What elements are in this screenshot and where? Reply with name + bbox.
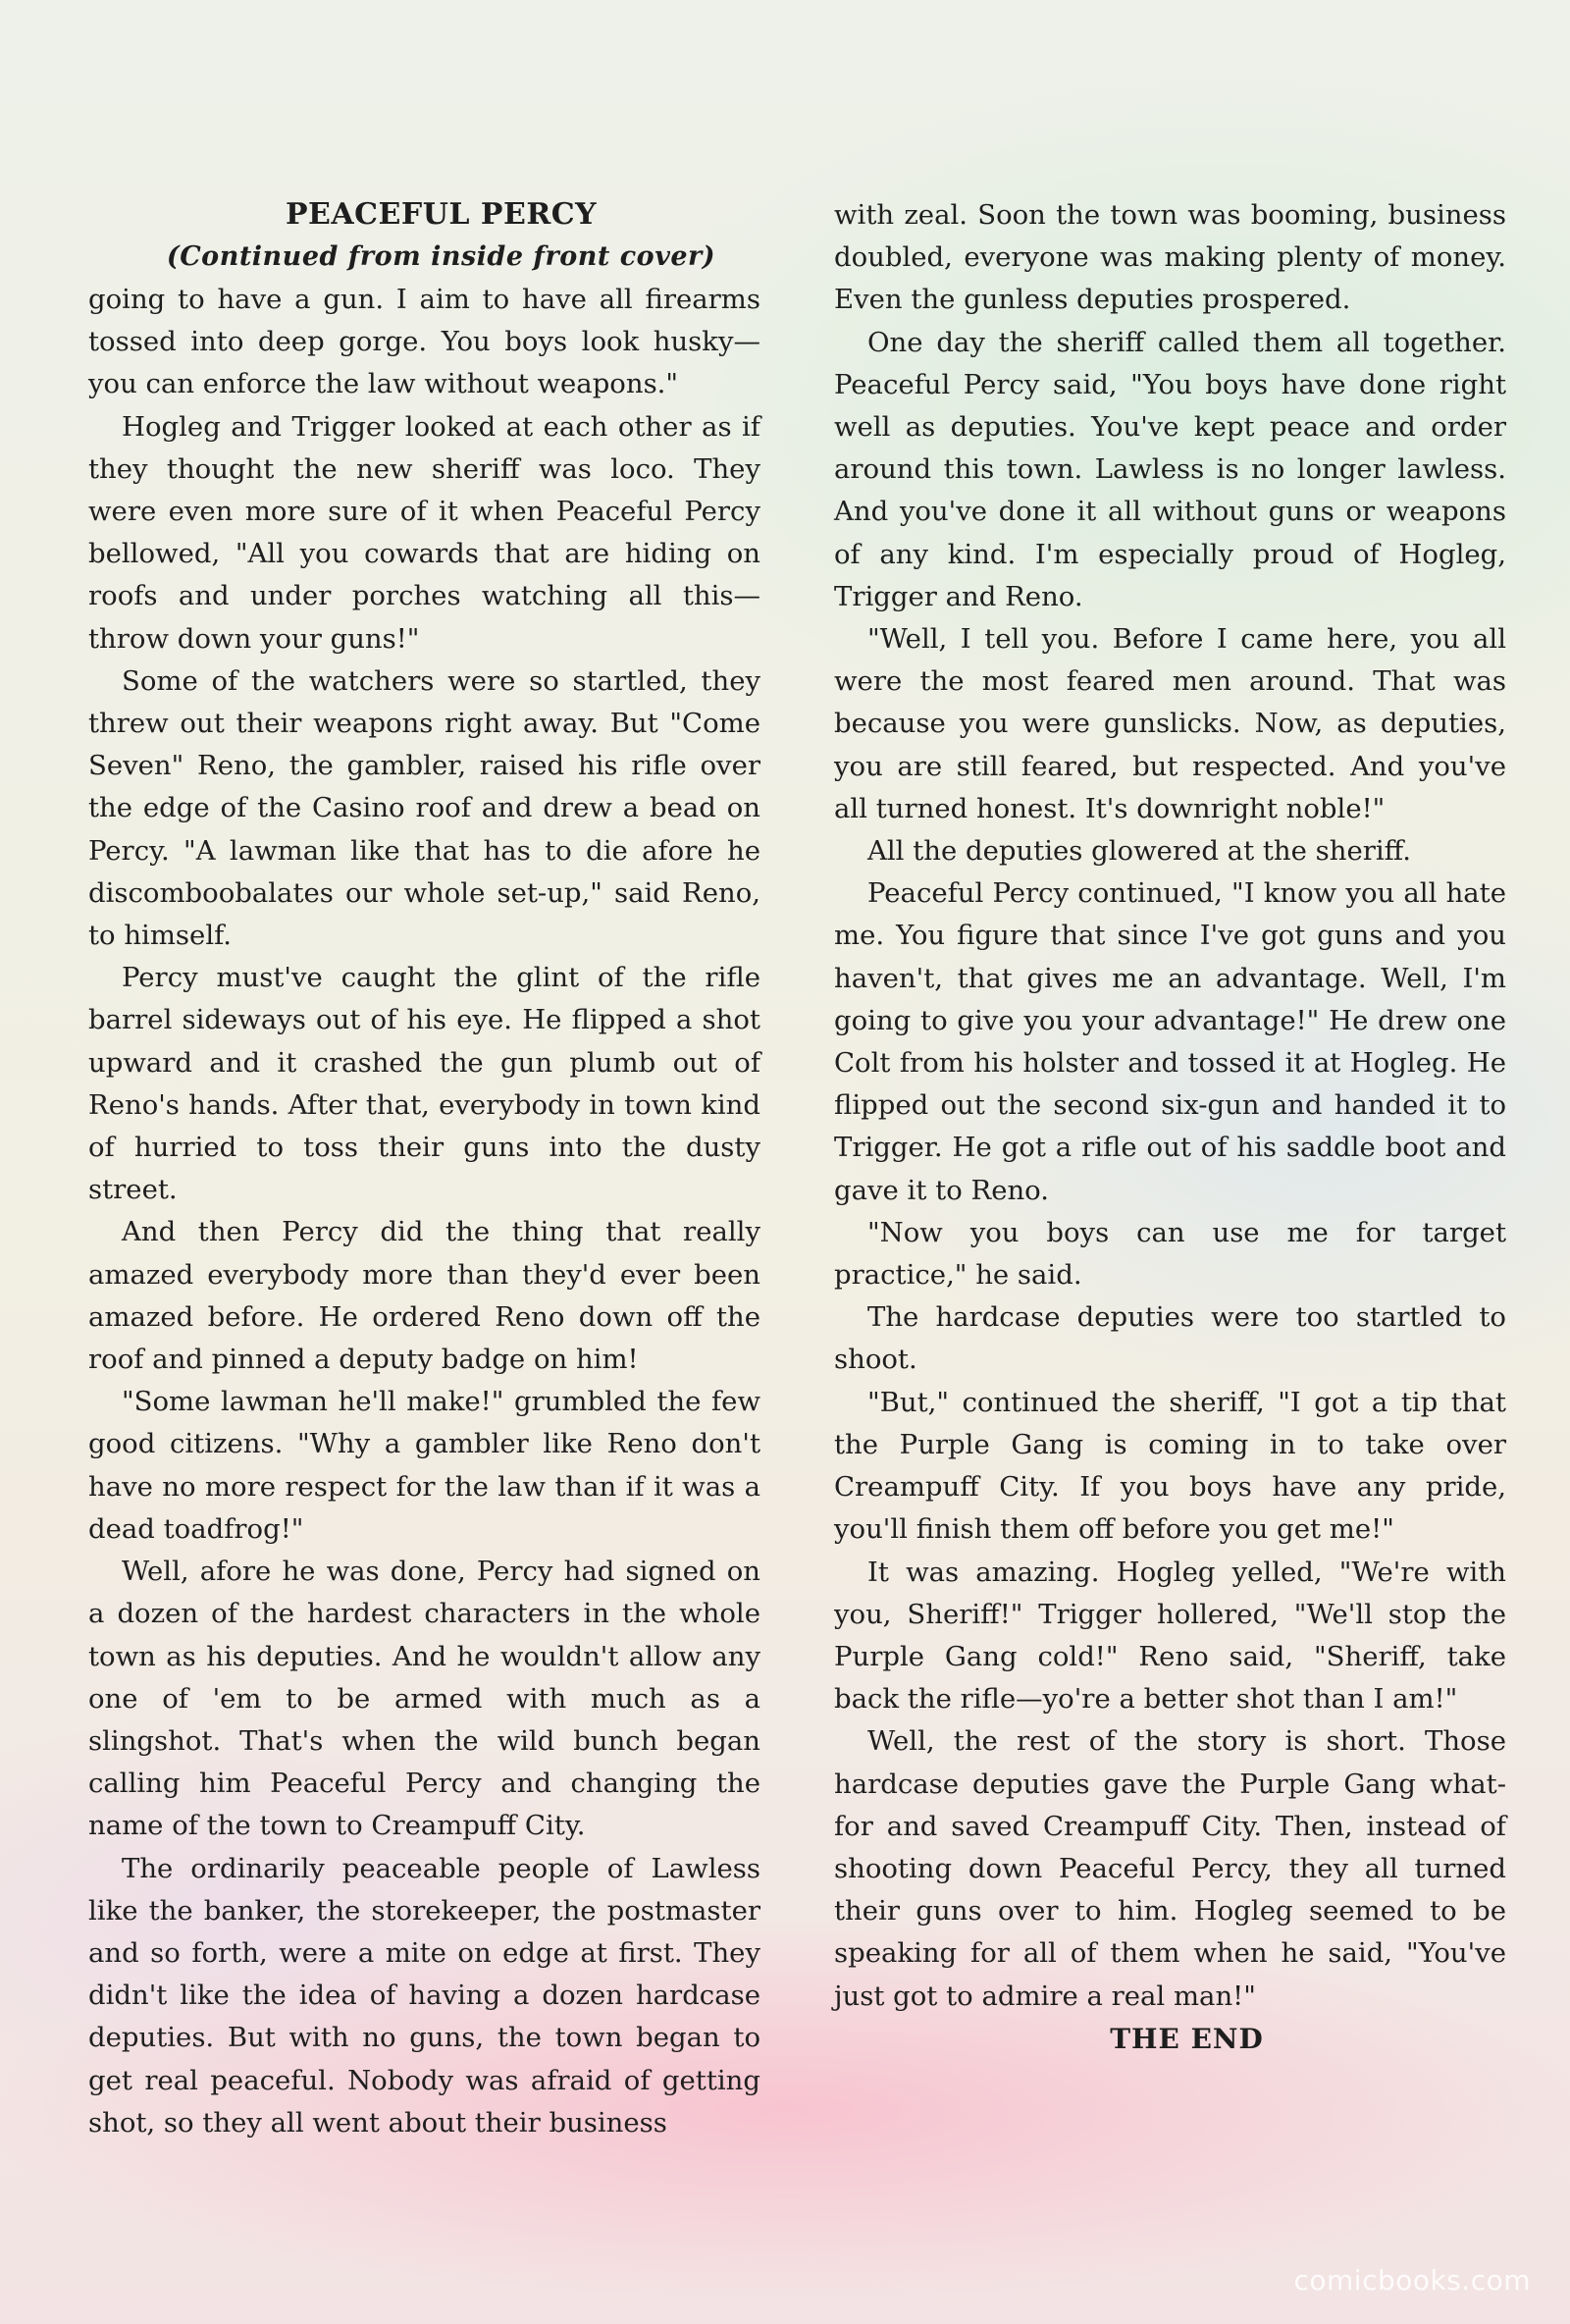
paragraph: "Some lawman he'll make!" grumbled the few good citizens. "Why a gambler like Reno don't have no more respect for the law than if it was a dead toadfrog!" xyxy=(88,1386,760,1545)
paragraph: And then Percy did the thing that really amazed everybody more than they'd ever been amazed before. He ordered Reno down off the roof and pinned a deputy badge on him! xyxy=(88,1216,760,1376)
paragraph: Peaceful Percy continued, "I know you all hate me. You figure that since I've got guns and you haven't, that gives me an advantage. Well, I'm going to give you your advantage!" He drew one Colt from his holster and tossed it at Hogleg. He flipped out the second six-gun and handed it to Trigger. He got a rifle out of his saddle boot and gave it to Reno. xyxy=(834,877,1506,1206)
story-title: PEACEFUL PERCY xyxy=(285,197,598,232)
the-end-label: THE END xyxy=(1110,2022,1264,2055)
paragraph: The ordinarily peaceable people of Lawless like the banker, the storekeeper, the postmaster and so forth, were a mite on edge at first. They didn't like the idea of having a dozen hardcase deputies. But with no guns, the town began to get real peaceful. Nobody was afraid of getting shot, so they all went about their business xyxy=(88,1852,760,2139)
paragraph: with zeal. Soon the town was booming, business doubled, everyone was making plenty of money. Even the gunless deputies prospered. xyxy=(834,199,1506,316)
paragraph: One day the sheriff called them all together. Peaceful Percy said, "You boys have done right well as deputies. You've kept peace and order around this town. Lawless is no longer lawless. And you've done it all without guns or weapons of any kind. I'm especially proud of Hogleg, Trigger and Reno. xyxy=(834,326,1506,612)
paragraph: "Now you boys can use me for target practice," he said. xyxy=(834,1216,1506,1292)
paragraph: Well, afore he was done, Percy had signed on a dozen of the hardest characters in the whole town as his deputies. And he wouldn't allow any one of 'em to be armed with much as a slingshot. That's when the wild bunch began calling him Peaceful Percy and changing the name of the town to Creampuff City. xyxy=(88,1556,760,1842)
paragraph: All the deputies glowered at the sheriff. xyxy=(867,835,1411,868)
right-column xyxy=(834,194,1506,2060)
story-subtitle: (Continued from inside front cover) xyxy=(166,241,716,272)
paragraph: Hogleg and Trigger looked at each other as if they thought the new sheriff was loco. They were even more sure of it when Peaceful Percy bellowed, "All you cowards that are hiding on roofs and under porches watching all this—throw down your guns!" xyxy=(88,410,760,655)
paragraph: "But," continued the sheriff, "I got a tip that the Purple Gang is coming in to take over Creampuff City. If you boys have any pride, you'll finish them off before you get me!" xyxy=(834,1386,1506,1546)
paragraph: Well, the rest of the story is short. Those hardcase deputies gave the Purple Gang what-for and saved Creampuff City. Then, instead of shooting down Peaceful Percy, they all turned their guns over to him. Hogleg seemed to be speaking for all of them when he said, "You've just got to admire a real man!" xyxy=(834,1725,1506,2012)
paragraph: It was amazing. Hogleg yelled, "We're with you, Sheriff!" Trigger hollered, "We'll stop the Purple Gang cold!" Reno said, "Sheriff, take back the rifle—yo're a better shot than I am!" xyxy=(834,1556,1506,1716)
paragraph: The hardcase deputies were too startled to shoot. xyxy=(834,1301,1506,1376)
paragraph: Percy must've caught the glint of the rifle barrel sideways out of his eye. He flipped a shot upward and it crashed the gun plumb out of Reno's hands. After that, everybody in town kind of hurried to toss their guns into the dusty street. xyxy=(88,962,760,1206)
paragraph: "Well, I tell you. Before I came here, you all were the most feared men around. That was because you were gunslicks. Now, as deputies, you are still feared, but respected. And you've all turned honest. It's downright noble!" xyxy=(834,623,1506,824)
watermark: comicbooks.com xyxy=(1293,2264,1531,2297)
paragraph: Some of the watchers were so startled, they threw out their weapons right away. But "Come Seven" Reno, the gambler, raised his rifle over the edge of the Casino roof and drew a bead on Percy. "A lawman like that has to die afore he discomboobalates our whole set-up," said Reno, to himself. xyxy=(88,664,760,952)
left-column xyxy=(88,194,760,2144)
paragraph: going to have a gun. I aim to have all firearms tossed into deep gorge. You boys look husky—you can enforce the law without weapons." xyxy=(88,284,760,400)
